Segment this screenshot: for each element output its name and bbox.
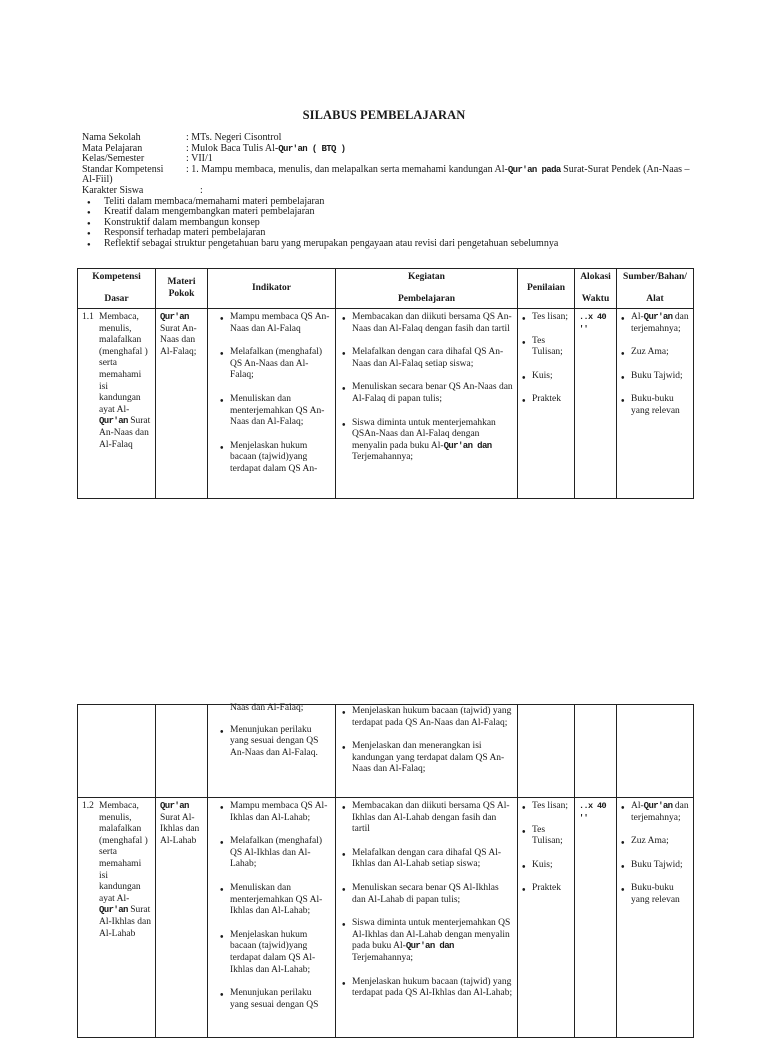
sumber-text: Al-: [631, 312, 644, 322]
meta-mata-pelajaran: [82, 144, 702, 155]
list-item: • Menjelaskan hukum bacaan (tajwid) yang terdapat pada QS Al-Ikhlas dan Al-Lahab;: [338, 977, 513, 1000]
cell-indikator: [208, 705, 336, 798]
sumber-text: dan terjemahnya;: [631, 801, 689, 823]
list-item: • Buku-buku yang relevan: [617, 883, 689, 906]
kd-text-a: Membaca, menulis, malafalkan (menghafal ) serta memahami isi kandungan ayat Al-: [99, 801, 148, 904]
cell-sumber-bahan-alat: [617, 705, 694, 798]
cell-kompetensi-dasar: [78, 798, 156, 1038]
meta-value-text: Surat-Surat Pendek (An-Naas –: [560, 163, 690, 175]
kegiatan-text: Siswa diminta untuk menterjemahkan QSAn-Naas dan Al-Falaq dengan menyalin pada buku Al-: [352, 417, 496, 451]
sumber-text: Al-: [631, 801, 644, 811]
header-text: Kompetensi: [92, 271, 141, 282]
list-item: ● Teliti dalam membaca/memahami materi pembelajaran: [82, 197, 702, 208]
list-item: • Menuliskan secara benar QS An-Naas dan Al-Falaq di papan tulis;: [338, 382, 513, 405]
list-item: ● Responsif terhadap materi pembelajaran: [82, 228, 702, 239]
materi-arabic-term: Qur'an: [160, 801, 189, 811]
list-item: • Kuis;: [518, 371, 570, 383]
kd-text-b: Surat Al-Ikhlas dan Al-Lahab: [99, 905, 151, 939]
kd-text-b: Surat An-Naas dan Al-Falaq: [99, 416, 151, 450]
kd-arabic-term: Qur'an: [99, 905, 128, 916]
penilaian-list: [518, 798, 574, 909]
meta-nama-sekolah: [82, 133, 702, 144]
cell-penilaian: [518, 309, 575, 499]
list-item: • Tes lisan;: [518, 312, 570, 324]
list-item: • Zuz Ama;: [617, 836, 689, 848]
header-text: Penilaian: [526, 282, 565, 293]
indikator-list: [208, 798, 335, 1025]
list-item: [338, 418, 513, 464]
list-item: • Kuis;: [518, 860, 570, 872]
list-item: [617, 312, 689, 335]
cell-sumber-bahan-alat: [617, 798, 694, 1038]
syllabus-table-page2: [77, 704, 694, 1038]
cell-alokasi-waktu: [575, 309, 617, 499]
header-kompetensi-dasar: [78, 269, 156, 309]
header-text: Materi Pokok: [167, 276, 196, 299]
cell-kompetensi-dasar: [78, 309, 156, 499]
table-row: [78, 798, 694, 1038]
list-item: • Membacakan dan diikuti bersama QS An-Naas dan Al-Falaq dengan fasih dan tartil: [338, 312, 513, 335]
meta-value: [186, 144, 702, 155]
header-indikator: [208, 269, 336, 309]
indikator-list: [208, 715, 335, 760]
list-item: • Membacakan dan diikuti bersama QS Al-Ikhlas dan Al-Lahab dengan fasih dan tartil: [338, 801, 513, 836]
kegiatan-arabic-term: Qur'an dan: [405, 941, 454, 952]
list-item: • Mampu membaca QS An-Naas dan Al-Falaq: [216, 312, 331, 335]
list-item: • Menuliskan dan menterjemahkan QS Al-Ikhlas dan Al-Lahab;: [216, 883, 331, 918]
kegiatan-list: [336, 705, 517, 790]
header-kegiatan-pembelajaran: [336, 269, 518, 309]
cell-alokasi-waktu: [575, 798, 617, 1038]
cell-kegiatan-pembelajaran: [336, 705, 518, 798]
kd-text: [99, 801, 151, 940]
list-item: • Menjelaskan hukum bacaan (tajwid)yang terdapat dalam QS An-: [216, 441, 331, 476]
penilaian-list: [518, 309, 574, 420]
kd-content: [78, 309, 155, 453]
list-item: • Tes Tulisan;: [518, 825, 570, 848]
header-alokasi-waktu: [575, 269, 617, 309]
karakter-siswa-list: [82, 197, 702, 250]
header-sumber-bahan-alat: [617, 269, 694, 309]
meta-label: Nama Sekolah: [82, 132, 141, 143]
list-item: • Menunjukan perilaku yang sesuai dengan QS: [216, 988, 331, 1011]
sumber-text: dan terjemahnya;: [631, 312, 689, 334]
list-item: [338, 918, 513, 964]
header-text: Alokasi: [580, 271, 611, 282]
list-item: • Melafalkan dengan cara dihafal QS Al-Ikhlas dan Al-Lahab setiap siswa;: [338, 848, 513, 871]
header-text: Sumber/Bahan/: [623, 271, 687, 282]
list-item: • Menuliskan secara benar QS Al-Ikhlas dan Al-Lahab di papan tulis;: [338, 883, 513, 906]
kd-arabic-term: Qur'an: [99, 416, 128, 427]
header-text: Pembelajaran: [398, 293, 455, 304]
meta-value-text: : 1. Mampu membaca, menulis, dan melapalkan serta memahami kandungan Al-: [186, 163, 508, 175]
meta-label: Karakter Siswa: [82, 184, 144, 196]
sumber-list: [617, 798, 693, 921]
kegiatan-list: [336, 309, 517, 478]
indikator-carry-text: Naas dan Al-Falaq;: [230, 703, 304, 713]
cell-materi-pokok: [156, 705, 208, 798]
list-item: • Mampu membaca QS Al-Ikhlas dan Al-Lahab;: [216, 801, 331, 824]
list-item: • Menunjukan perilaku yang sesuai dengan QS An-Naas dan Al-Falaq.: [216, 725, 331, 760]
table-row: [78, 309, 694, 499]
sumber-arabic-term: Qur'an: [643, 312, 673, 322]
list-item: • Buku-buku yang relevan: [617, 394, 689, 417]
sumber-list: [617, 309, 693, 432]
meta-label: Standar Kompetensi: [82, 163, 164, 175]
list-item: • Melafalkan (menghafal) QS An-Naas dan Al-Falaq;: [216, 347, 331, 382]
kd-number: 1.2: [82, 801, 94, 811]
meta-value: : MTs. Negeri Cisontrol: [186, 132, 282, 143]
document-meta: [82, 133, 702, 250]
indikator-list: [208, 309, 335, 490]
page-title: SILABUS PEMBELAJARAN: [302, 108, 466, 122]
list-item: • Menjelaskan hukum bacaan (tajwid)yang terdapat dalam QS Al-Ikhlas dan Al-Lahab;: [216, 930, 331, 976]
materi-text: Surat Al-Ikhlas dan Al-Lahab: [160, 812, 200, 846]
alokasi-value: ..x 40 '': [579, 801, 607, 823]
header-text: Waktu: [581, 293, 610, 304]
list-item: • Menuliskan dan menterjemahkan QS An-Naas dan Al-Falaq;: [216, 394, 331, 429]
header-materi-pokok: [156, 269, 208, 309]
list-item: • Tes lisan;: [518, 801, 570, 813]
materi-arabic-term: Qur'an: [160, 312, 189, 322]
materi-text: Surat An-Naas dan Al-Falaq;: [160, 323, 197, 357]
meta-standar-kompetensi-wrap: Al-Fiil): [82, 174, 113, 186]
cell-indikator: [208, 309, 336, 499]
meta-value-arabic-term: Qur'an ( BTQ ): [278, 143, 346, 154]
list-item: • Praktek: [518, 394, 570, 406]
meta-value-arabic-term: Qur'an pada: [507, 164, 561, 175]
header-text: Indikator: [251, 282, 292, 293]
meta-standar-kompetensi: [82, 165, 702, 176]
header-text: Kegiatan: [408, 271, 445, 282]
table-row-continuation: [78, 705, 694, 798]
cell-kegiatan-pembelajaran: [336, 309, 518, 499]
sumber-arabic-term: Qur'an: [643, 801, 673, 811]
kd-text: [99, 312, 151, 451]
list-item: ● Konstruktif dalam membangun konsep: [82, 218, 702, 229]
materi-content: [156, 309, 207, 360]
cell-kegiatan-pembelajaran: [336, 798, 518, 1038]
cell-sumber-bahan-alat: [617, 309, 694, 499]
meta-value-text: : Mulok Baca Tulis Al-: [186, 142, 279, 154]
list-item: ● Reflektif sebagai struktur pengetahuan baru yang merupakan pengayaan atau revisi dari pengetahuan sebelumnya: [82, 239, 702, 250]
meta-label: Kelas/Semester: [82, 153, 145, 165]
cell-materi-pokok: [156, 798, 208, 1038]
list-item: • Buku Tajwid;: [617, 371, 689, 383]
table-header-row: [78, 269, 694, 309]
cell-indikator: [208, 798, 336, 1038]
kegiatan-arabic-term: Qur'an dan: [443, 440, 492, 451]
list-item: • Zuz Ama;: [617, 347, 689, 359]
meta-label: Mata Pelajaran: [82, 142, 143, 154]
list-item: • Menjelaskan dan menerangkan isi kandungan yang terdapat dalam QS An-Naas dan Al-Falaq;: [338, 741, 513, 776]
cell-kompetensi-dasar: [78, 705, 156, 798]
meta-karakter-siswa: [82, 186, 702, 197]
kd-content: [78, 798, 155, 942]
meta-value: [186, 165, 702, 176]
kegiatan-list: [336, 798, 517, 1014]
list-item: • Tes Tulisan;: [518, 336, 570, 359]
cell-alokasi-waktu: [575, 705, 617, 798]
kd-number: 1.1: [82, 312, 94, 322]
syllabus-table-page1: [77, 268, 694, 499]
kegiatan-text: Terjemahannya;: [352, 452, 414, 463]
kegiatan-text: Terjemahannya;: [352, 952, 414, 963]
cell-penilaian: [518, 705, 575, 798]
list-item: • Melafalkan (menghafal) QS Al-Ikhlas dan Al-Lahab;: [216, 836, 331, 871]
list-item: ● Kreatif dalam mengembangkan materi pembelajaran: [82, 207, 702, 218]
cell-materi-pokok: [156, 309, 208, 499]
kegiatan-text: Siswa diminta untuk menterjemahkan QS Al-Ikhlas dan Al-Lahab dengan menyalin pada buku Al-: [352, 918, 511, 952]
list-item: • Menjelaskan hukum bacaan (tajwid) yang terdapat pada QS An-Naas dan Al-Falaq;: [338, 706, 513, 729]
cell-penilaian: [518, 798, 575, 1038]
header-text: Dasar: [104, 293, 129, 304]
materi-content: [156, 798, 207, 849]
list-item: • Melafalkan dengan cara dihafal QS An-Naas dan Al-Falaq setiap siswa;: [338, 347, 513, 370]
kd-text-a: Membaca, menulis, malafalkan (menghafal ) serta memahami isi kandungan ayat Al-: [99, 312, 148, 415]
header-text: Alat: [646, 293, 664, 304]
list-item: • Praktek: [518, 883, 570, 895]
list-item: • Buku Tajwid;: [617, 860, 689, 872]
list-item: [617, 801, 689, 824]
header-penilaian: [518, 269, 575, 309]
meta-value: :: [200, 184, 203, 196]
meta-value: : VII/1: [186, 153, 213, 165]
alokasi-value: ..x 40 '': [579, 312, 607, 334]
